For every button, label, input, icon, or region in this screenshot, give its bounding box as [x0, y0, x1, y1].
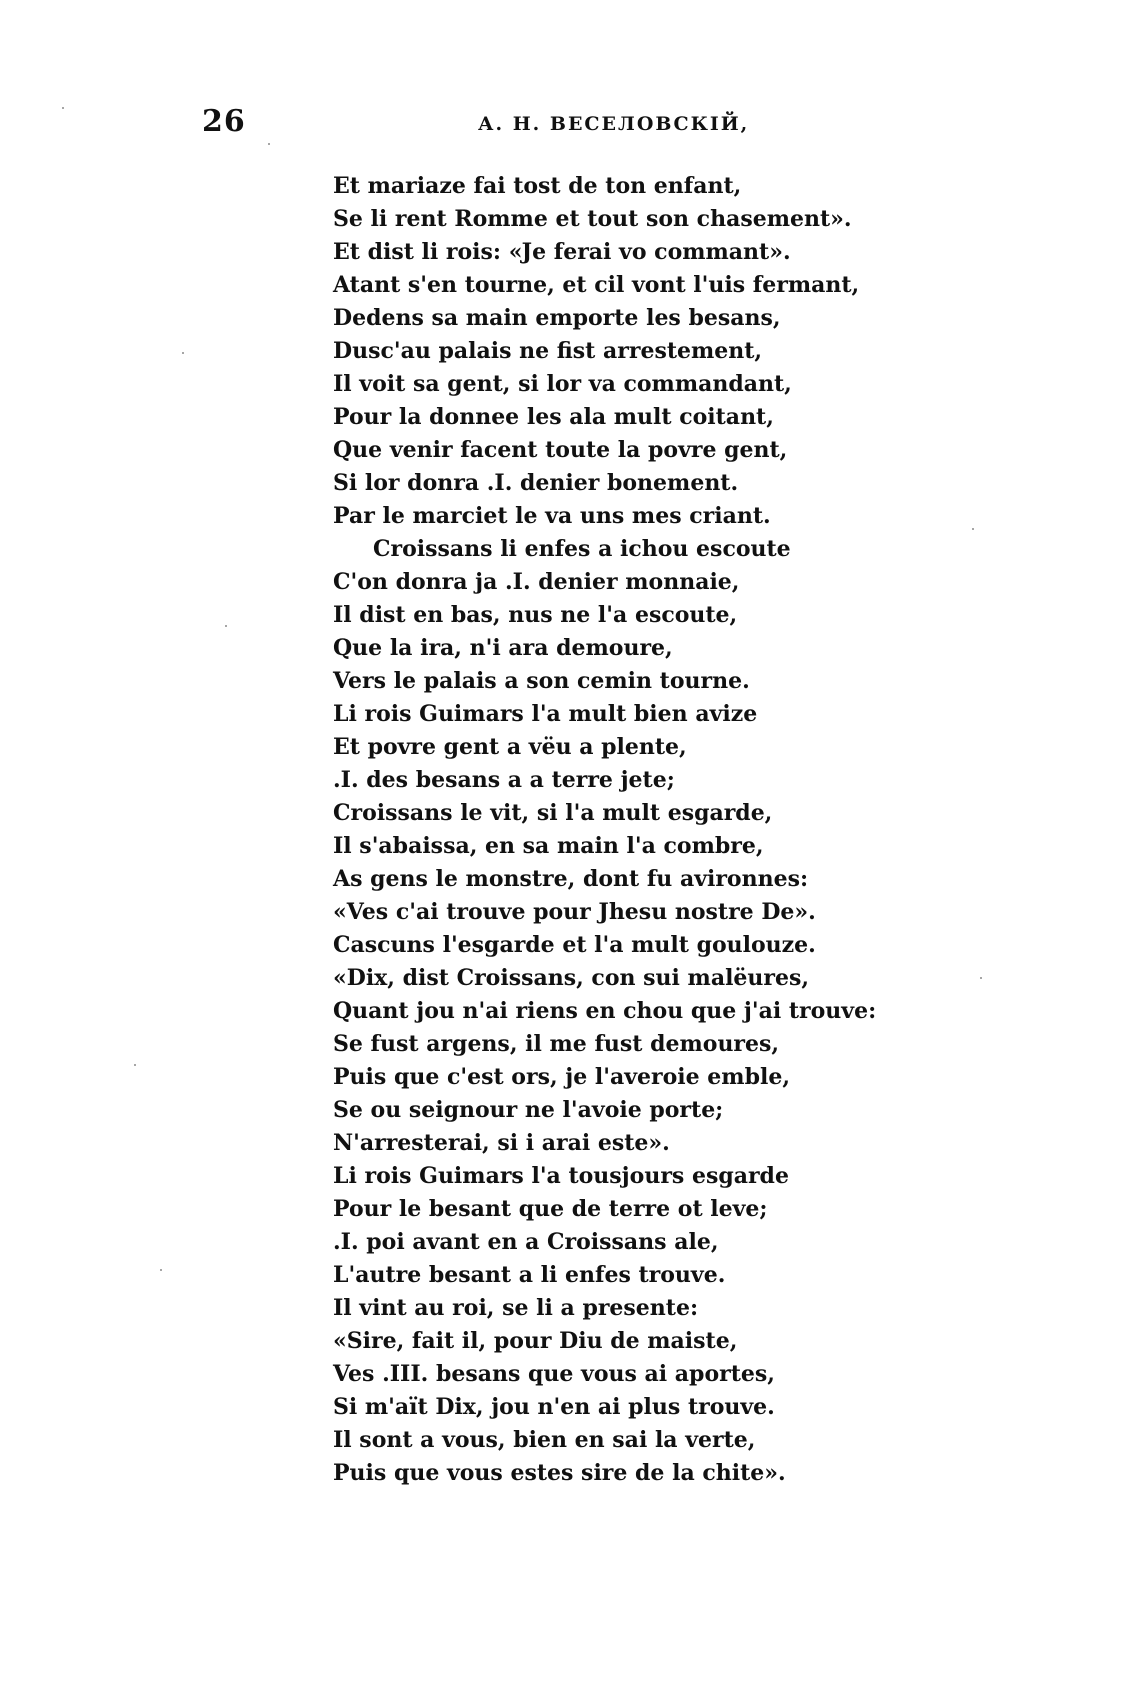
verse-line: C'on donra ja .I. denier monnaie,	[333, 569, 740, 595]
scan-speck	[972, 528, 974, 530]
verse-line: Croissans li enfes a ichou escoute	[373, 536, 791, 562]
verse-line: Et dist li rois: «Je ferai vo commant».	[333, 239, 791, 265]
verse-line: Que venir facent toute la povre gent,	[333, 437, 788, 463]
verse-line: Si lor donra .I. denier bonement.	[333, 470, 739, 496]
verse-line: Se ou seignour ne l'avoie porte;	[333, 1097, 724, 1123]
verse-line: Se li rent Romme et tout son chasement».	[333, 206, 852, 232]
verse-line: L'autre besant a li enfes trouve.	[333, 1262, 726, 1288]
verse-line: Vers le palais a son cemin tourne.	[333, 668, 750, 694]
verse-line: Puis que vous estes sire de la chite».	[333, 1460, 786, 1486]
verse-line: .I. poi avant en a Croissans ale,	[333, 1229, 719, 1255]
verse-line: Il vint au roi, se li a presente:	[333, 1295, 699, 1321]
verse-line: «Sire, fait il, pour Diu de maiste,	[333, 1328, 738, 1354]
verse-line: Dedens sa main emporte les besans,	[333, 305, 781, 331]
running-head: А. Н. ВЕСЕЛОВСКІЙ,	[478, 113, 750, 135]
verse-block	[333, 170, 876, 1490]
verse-line: Pour le besant que de terre ot leve;	[333, 1196, 768, 1222]
scan-speck	[160, 1269, 162, 1271]
verse-line: Se fust argens, il me fust demoures,	[333, 1031, 780, 1057]
verse-line: Si m'aït Dix, jou n'en ai plus trouve.	[333, 1394, 775, 1420]
scan-speck	[980, 977, 982, 979]
scan-speck	[268, 143, 270, 145]
scan-speck	[225, 625, 227, 627]
verse-line: Il sont a vous, bien en sai la verte,	[333, 1427, 756, 1453]
verse-line: Ves .III. besans que vous ai aportes,	[333, 1361, 775, 1387]
scan-speck	[182, 352, 184, 354]
verse-line: Et povre gent a vëu a plente,	[333, 734, 687, 760]
verse-line: Par le marciet le va uns mes criant.	[333, 503, 771, 529]
verse-line: Li rois Guimars l'a tousjours esgarde	[333, 1163, 789, 1189]
verse-line: Il dist en bas, nus ne l'a escoute,	[333, 602, 738, 628]
verse-line: Cascuns l'esgarde et l'a mult goulouze.	[333, 932, 816, 958]
verse-line: Que la ira, n'i ara demoure,	[333, 635, 673, 661]
verse-line: N'arresterai, si i arai este».	[333, 1130, 670, 1156]
verse-line: Li rois Guimars l'a mult bien avize	[333, 701, 758, 727]
verse-line: Puis que c'est ors, je l'averoie emble,	[333, 1064, 790, 1090]
verse-line: «Ves c'ai trouve pour Jhesu nostre De».	[333, 899, 816, 925]
verse-line: Quant jou n'ai riens en chou que j'ai trouve:	[333, 998, 877, 1024]
scan-speck	[134, 1064, 136, 1066]
page-number: 26	[202, 104, 246, 139]
verse-line: Il s'abaissa, en sa main l'a combre,	[333, 833, 764, 859]
verse-line: Croissans le vit, si l'a mult esgarde,	[333, 800, 773, 826]
verse-line: .I. des besans a a terre jete;	[333, 767, 675, 793]
verse-line: Dusc'au palais ne fist arrestement,	[333, 338, 763, 364]
verse-line: As gens le monstre, dont fu avironnes:	[333, 866, 809, 892]
verse-line: Et mariaze fai tost de ton enfant,	[333, 173, 742, 199]
verse-line: «Dix, dist Croissans, con sui malëures,	[333, 965, 810, 991]
verse-line: Il voit sa gent, si lor va commandant,	[333, 371, 792, 397]
scan-speck	[62, 107, 64, 109]
verse-line: Pour la donnee les ala mult coitant,	[333, 404, 774, 430]
verse-line: Atant s'en tourne, et cil vont l'uis fermant,	[333, 272, 860, 298]
